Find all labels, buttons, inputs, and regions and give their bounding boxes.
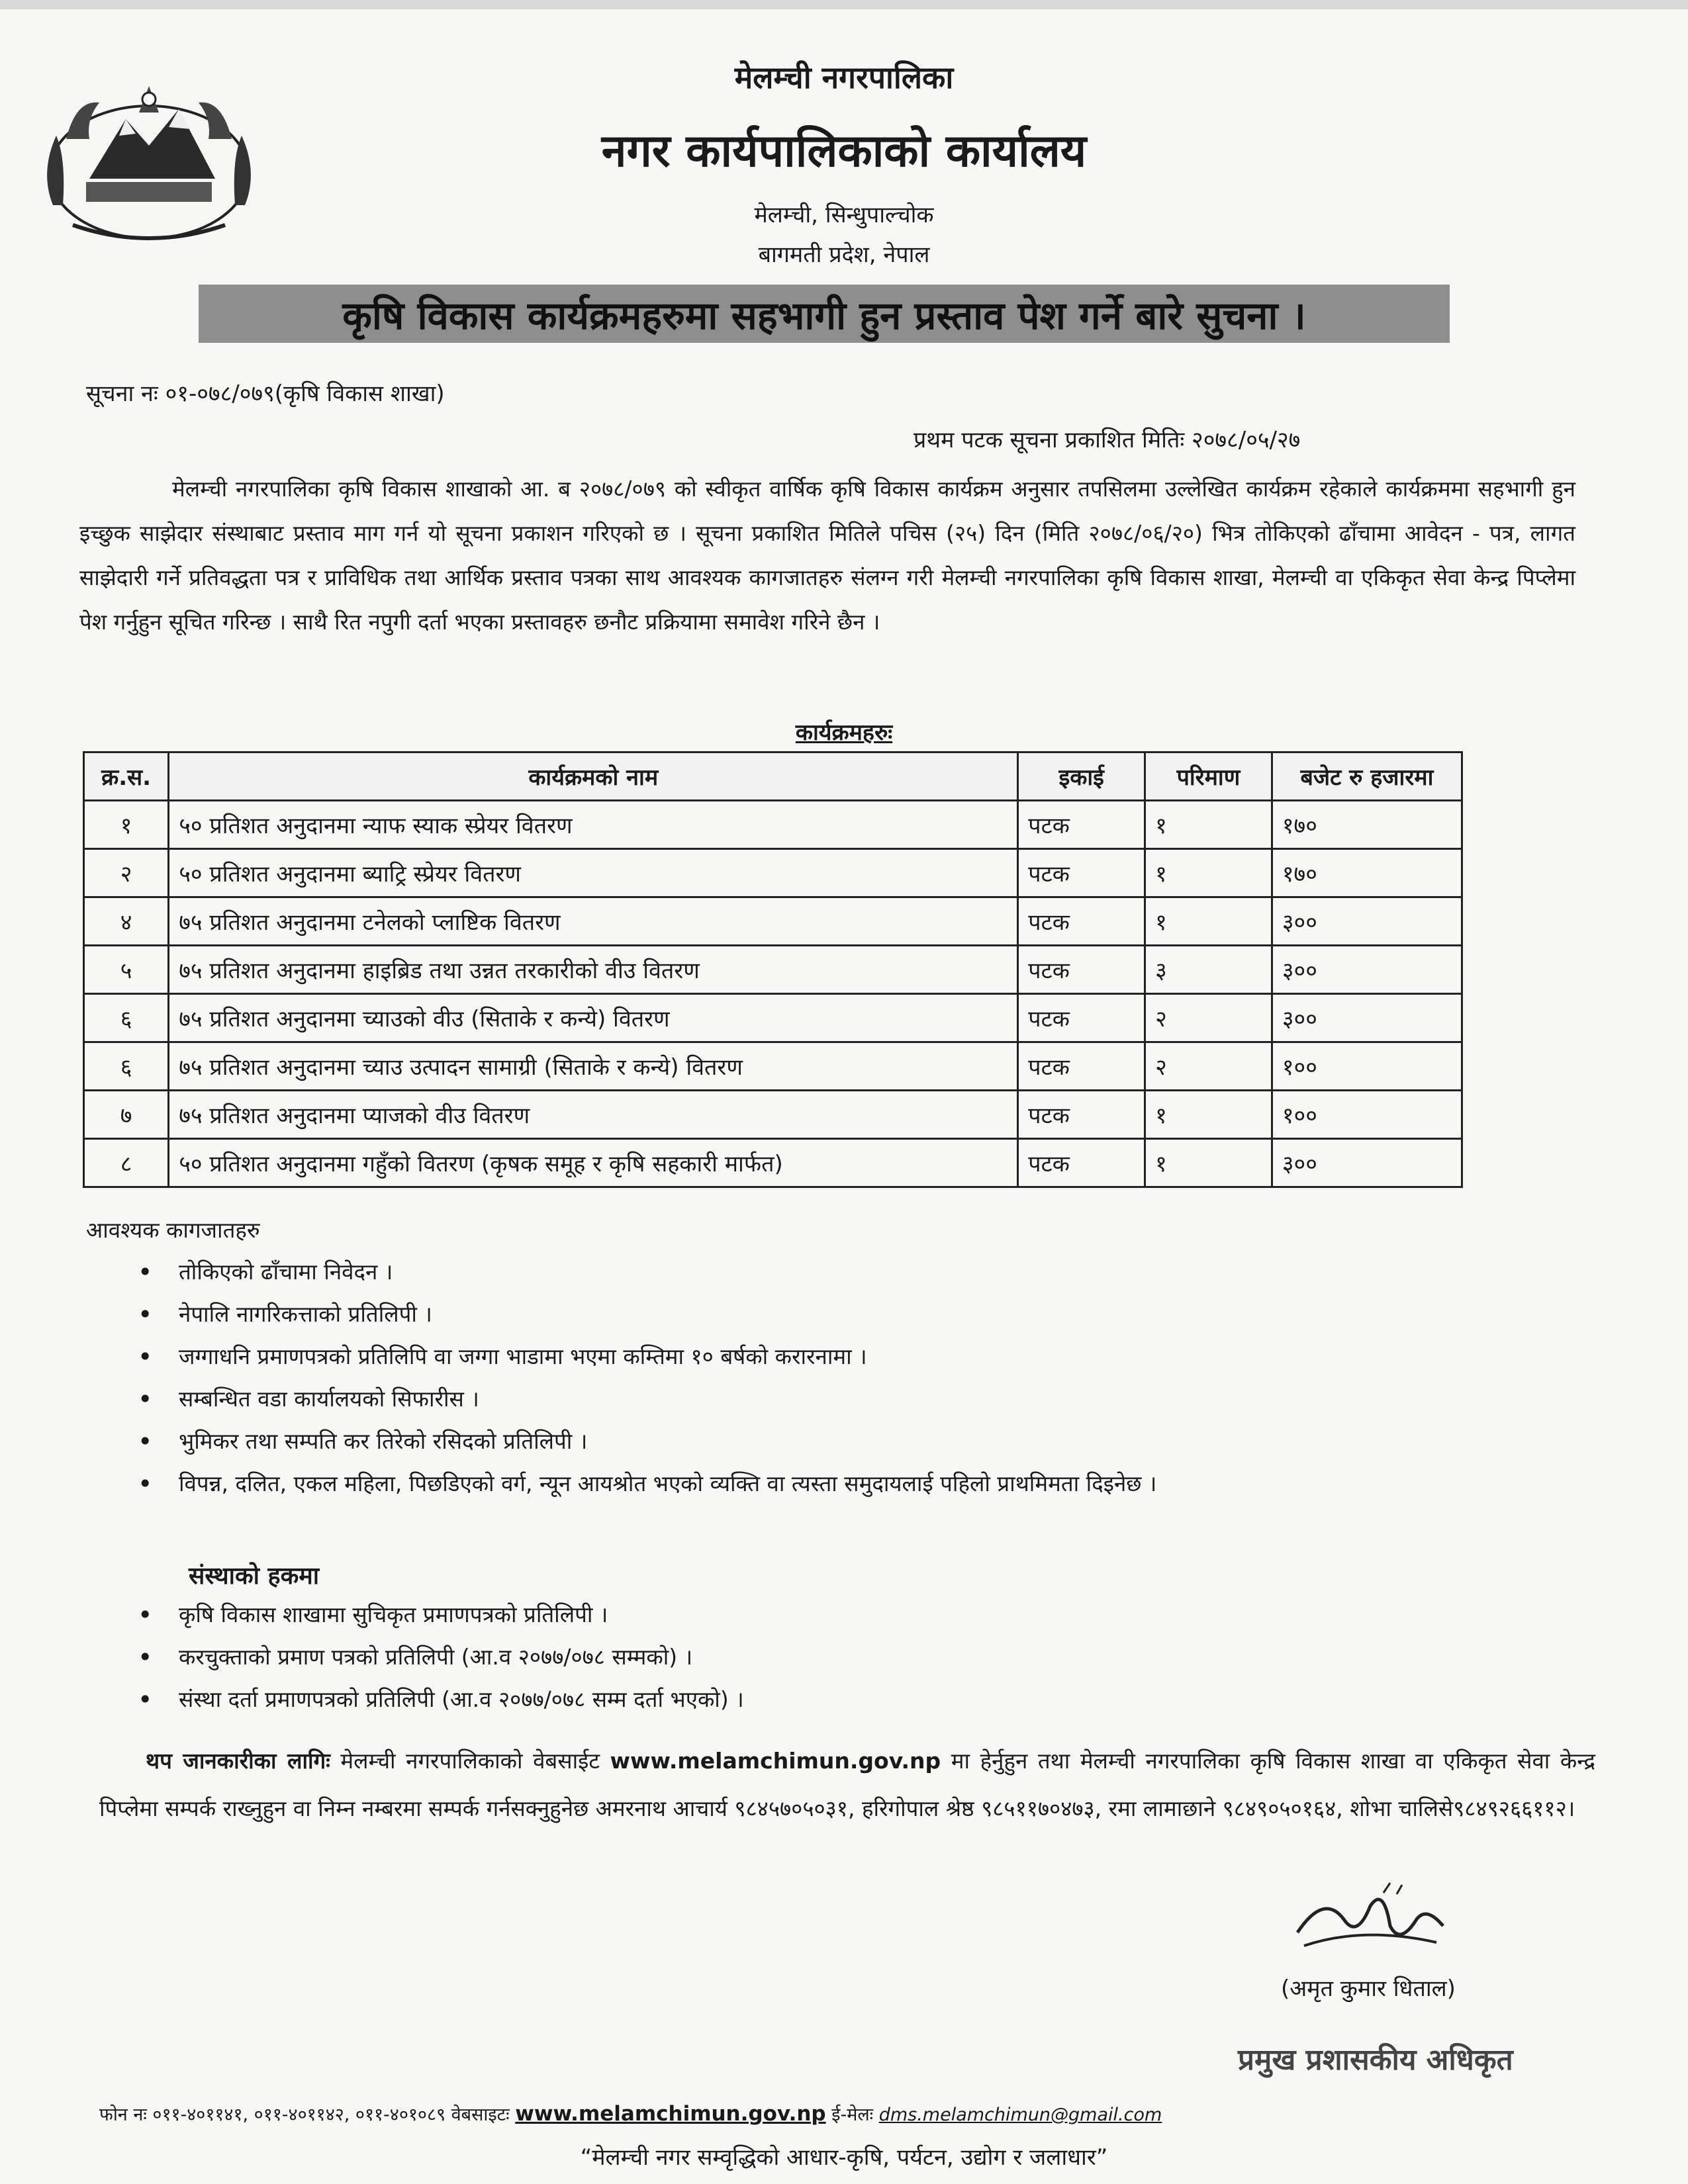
- cell-quantity: १: [1145, 1091, 1272, 1139]
- list-item: [132, 1594, 1589, 1636]
- documents-list: [132, 1251, 1589, 1505]
- cell-quantity: २: [1145, 1042, 1272, 1091]
- cell-unit: पटक: [1018, 849, 1145, 897]
- column-header-budget: बजेट रु हजारमा: [1272, 752, 1462, 801]
- address-line1: मेलम्ची, सिन्धुपाल्चोक: [754, 202, 934, 228]
- organization-list: [132, 1594, 1589, 1721]
- list-item-text: कृषि विकास शाखामा सुचिकृत प्रमाणपत्रको प्रतिलिपी ।: [179, 1602, 608, 1627]
- publish-date: प्रथम पटक सूचना प्रकाशित मितिः २०७८/०५/२७: [914, 427, 1301, 453]
- cell-quantity: १: [1145, 897, 1272, 946]
- programs-header-row: [84, 752, 1462, 801]
- cell-sn: ५: [84, 946, 169, 994]
- cell-budget: ३००: [1272, 946, 1462, 994]
- table-row: [84, 994, 1462, 1042]
- list-item-text: तोकिएको ढाँचामा निवेदन ।: [179, 1259, 393, 1285]
- list-item-text: सम्बन्धित वडा कार्यालयको सिफारीस ।: [179, 1386, 479, 1412]
- list-item-text: नेपालि नागरिकत्ताको प्रतिलिपी ।: [179, 1301, 432, 1327]
- scan-edge: [0, 0, 1688, 9]
- cell-sn: ६: [84, 1042, 169, 1091]
- office-title: नगर कार्यपालिकाको कार्यालय: [601, 125, 1087, 177]
- bullet-icon: •: [138, 1257, 153, 1287]
- cell-name: ७५ प्रतिशत अनुदानमा च्याउको वीउ (सिताके र कन्ये) वितरण: [169, 994, 1018, 1042]
- cell-sn: ४: [84, 897, 169, 946]
- list-item: [132, 1251, 1589, 1293]
- bullet-icon: •: [138, 1469, 153, 1498]
- cell-quantity: १: [1145, 1139, 1272, 1187]
- subject-banner: [199, 285, 1450, 343]
- signature-icon: [1284, 1880, 1456, 1966]
- table-row: [84, 897, 1462, 946]
- cell-unit: पटक: [1018, 1139, 1145, 1187]
- cell-budget: १००: [1272, 1091, 1462, 1139]
- more-info-text-after: मा हेर्नुहुन तथा मेलम्ची नगरपालिका कृषि विकास शाखा वा एकिकृत सेवा केन्द्र पिप्लेमा सम्पर्क राख्नुहुन वा निम्न नम्बरमा सम्पर्क गर्नसक्नुहुनेछ अमरनाथ आचार्य ९८४५७०५०३१, हरिगोपाल श्रेष्ठ ९८५११७०४७३, रमा लामाछाने ९८४९०५०१६४, शोभा चालिसे९८४९२६६११२।: [99, 1748, 1595, 1821]
- list-item-text: संस्था दर्ता प्रमाणपत्रको प्रतिलिपी (आ.व २०७७/०७८ सम्म दर्ता भएको) ।: [179, 1686, 744, 1712]
- cell-sn: २: [84, 849, 169, 897]
- cell-budget: १७०: [1272, 801, 1462, 849]
- cell-unit: पटक: [1018, 1091, 1145, 1139]
- website-link[interactable]: www.melamchimun.gov.np: [610, 1748, 941, 1774]
- documents-heading: आवश्यक कागजातहरु: [86, 1217, 260, 1243]
- cell-sn: ७: [84, 1091, 169, 1139]
- footer-contact: [99, 2101, 1162, 2126]
- bullet-icon: •: [138, 1385, 153, 1414]
- bullet-icon: •: [138, 1427, 153, 1456]
- cell-unit: पटक: [1018, 1042, 1145, 1091]
- footer-phone: फोन नः ०११-४०११४१, ०११-४०११४२, ०११-४०१०८९: [99, 2105, 446, 2125]
- table-row: [84, 1042, 1462, 1091]
- more-info-text-before: मेलम्ची नगरपालिकाको वेबसाईट: [340, 1748, 600, 1774]
- bullet-icon: •: [138, 1300, 153, 1329]
- cell-quantity: २: [1145, 994, 1272, 1042]
- signer-name: (अमृत कुमार धिताल): [1281, 1976, 1456, 2002]
- cell-name: ७५ प्रतिशत अनुदानमा टनेलको प्लाष्टिक वितरण: [169, 897, 1018, 946]
- bullet-icon: •: [138, 1342, 153, 1371]
- notice-subject: कृषि विकास कार्यक्रमहरुमा सहभागी हुन प्रस्ताव पेश गर्ने बारे सुचना ।: [342, 293, 1306, 338]
- list-item: [132, 1293, 1589, 1336]
- list-item-text: विपन्न, दलित, एकल महिला, पिछडिएको वर्ग, न्यून आयश्रोत भएको व्यक्ति वा त्यस्ता समुदायलाई पहिलो प्राथमिमता दिइनेछ ।: [179, 1471, 1157, 1496]
- bullet-icon: •: [138, 1685, 153, 1714]
- cell-sn: ८: [84, 1139, 169, 1187]
- list-item: [132, 1378, 1589, 1420]
- footer-slogan: “मेलम्ची नगर सम्वृद्धिको आधार-कृषि, पर्यटन, उद्योग र जलाधार”: [580, 2144, 1108, 2171]
- footer-email-link[interactable]: dms.melamchimun@gmail.com: [878, 2105, 1162, 2125]
- column-header-name: कार्यक्रमको नाम: [169, 752, 1018, 801]
- cell-budget: १००: [1272, 1042, 1462, 1091]
- cell-name: ५० प्रतिशत अनुदानमा ब्याट्रि स्प्रेयर वितरण: [169, 849, 1018, 897]
- cell-budget: ३००: [1272, 1139, 1462, 1187]
- list-item-text: जग्गाधनि प्रमाणपत्रको प्रतिलिपि वा जग्गा भाडामा भएमा कम्तिमा १० बर्षको करारनामा ।: [179, 1343, 867, 1369]
- cell-quantity: १: [1145, 801, 1272, 849]
- footer-website-link[interactable]: www.melamchimun.gov.np: [515, 2102, 826, 2126]
- list-item: [132, 1336, 1589, 1378]
- cell-name: ५० प्रतिशत अनुदानमा न्याफ स्याक स्प्रेयर वितरण: [169, 801, 1018, 849]
- cell-quantity: ३: [1145, 946, 1272, 994]
- cell-name: ७५ प्रतिशत अनुदानमा प्याजको वीउ वितरण: [169, 1091, 1018, 1139]
- column-header-unit: इकाई: [1018, 752, 1145, 801]
- list-item: [132, 1636, 1589, 1678]
- cell-budget: ३००: [1272, 994, 1462, 1042]
- list-item-text: भुमिकर तथा सम्पति कर तिरेको रसिदको प्रतिलिपी ।: [179, 1428, 588, 1454]
- column-header-sn: क्र.स.: [84, 752, 169, 801]
- notice-body: मेलम्ची नगरपालिका कृषि विकास शाखाको आ. ब २०७८/०७९ को स्वीकृत वार्षिक कृषि विकास कार्यक्रम अनुसार तपसिलमा उल्लेखित कार्यक्रम रहेकाले कार्यक्रममा सहभागी हुन इच्छुक साझेदार संस्थाबाट प्रस्ताव माग गर्न यो सूचना प्रकाशन गरिएको छ । सूचना प्रकाशित मितिले पचिस (२५) दिन (मिति २०७८/०६/२०) भित्र तोकिएको ढाँचामा आवेदन - पत्र, लागत साझेदारी गर्ने प्रतिवद्धता पत्र र प्राविधिक तथा आर्थिक प्रस्ताव पत्रका साथ आवश्यक कागजातहरु संलग्न गरी मेलम्ची नगरपालिका कृषि विकास शाखा, मेलम्ची वा एकिकृत सेवा केन्द्र पिप्लेमा पेश गर्नुहुन सूचित गरिन्छ । साथै रित नपुगी दर्ता भएका प्रस्तावहरु छनौट प्रक्रियामा समावेश गरिने छैन ।: [79, 476, 1575, 635]
- list-item-text: करचुक्ताको प्रमाण पत्रको प्रतिलिपी (आ.व २०७७/०७८ सम्मको) ।: [179, 1644, 693, 1670]
- more-info-paragraph: [99, 1737, 1595, 1833]
- cell-sn: १: [84, 801, 169, 849]
- list-item: [132, 1463, 1589, 1505]
- programs-table: [83, 751, 1463, 1188]
- cell-unit: पटक: [1018, 946, 1145, 994]
- table-row: [84, 1091, 1462, 1139]
- cell-unit: पटक: [1018, 897, 1145, 946]
- table-row: [84, 946, 1462, 994]
- cell-sn: ६: [84, 994, 169, 1042]
- notice-number: सूचना नः ०१-०७८/०७९(कृषि विकास शाखा): [86, 381, 445, 407]
- table-row: [84, 801, 1462, 849]
- footer-website-label: वेबसाइटः: [451, 2105, 510, 2125]
- address-line2: बागमती प्रदेश, नेपाल: [758, 242, 930, 268]
- table-row: [84, 849, 1462, 897]
- cell-unit: पटक: [1018, 994, 1145, 1042]
- column-header-quantity: परिमाण: [1145, 752, 1272, 801]
- list-item: [132, 1420, 1589, 1463]
- cell-name: ५० प्रतिशत अनुदानमा गहुँको वितरण (कृषक समूह र कृषि सहकारी मार्फत): [169, 1139, 1018, 1187]
- bullet-icon: •: [138, 1643, 153, 1672]
- organization-heading: संस्थाको हकमा: [189, 1563, 320, 1590]
- office-name: मेलम्ची नगरपालिका: [734, 60, 954, 95]
- cell-name: ७५ प्रतिशत अनुदानमा हाइब्रिड तथा उन्नत तरकारीको वीउ वितरण: [169, 946, 1018, 994]
- table-row: [84, 1139, 1462, 1187]
- bullet-icon: •: [138, 1600, 153, 1629]
- footer-email-label: ई-मेलः: [831, 2105, 874, 2125]
- cell-budget: १७०: [1272, 849, 1462, 897]
- cell-budget: ३००: [1272, 897, 1462, 946]
- cell-name: ७५ प्रतिशत अनुदानमा च्याउ उत्पादन सामाग्री (सिताके र कन्ये) वितरण: [169, 1042, 1018, 1091]
- cell-quantity: १: [1145, 849, 1272, 897]
- signer-title: प्रमुख प्रशासकीय अधिकृत: [1238, 2043, 1513, 2077]
- list-item: [132, 1678, 1589, 1721]
- cell-unit: पटक: [1018, 801, 1145, 849]
- more-info-label: थप जानकारीका लागिः: [146, 1748, 330, 1774]
- programs-heading: कार्यक्रमहरुः: [795, 719, 893, 746]
